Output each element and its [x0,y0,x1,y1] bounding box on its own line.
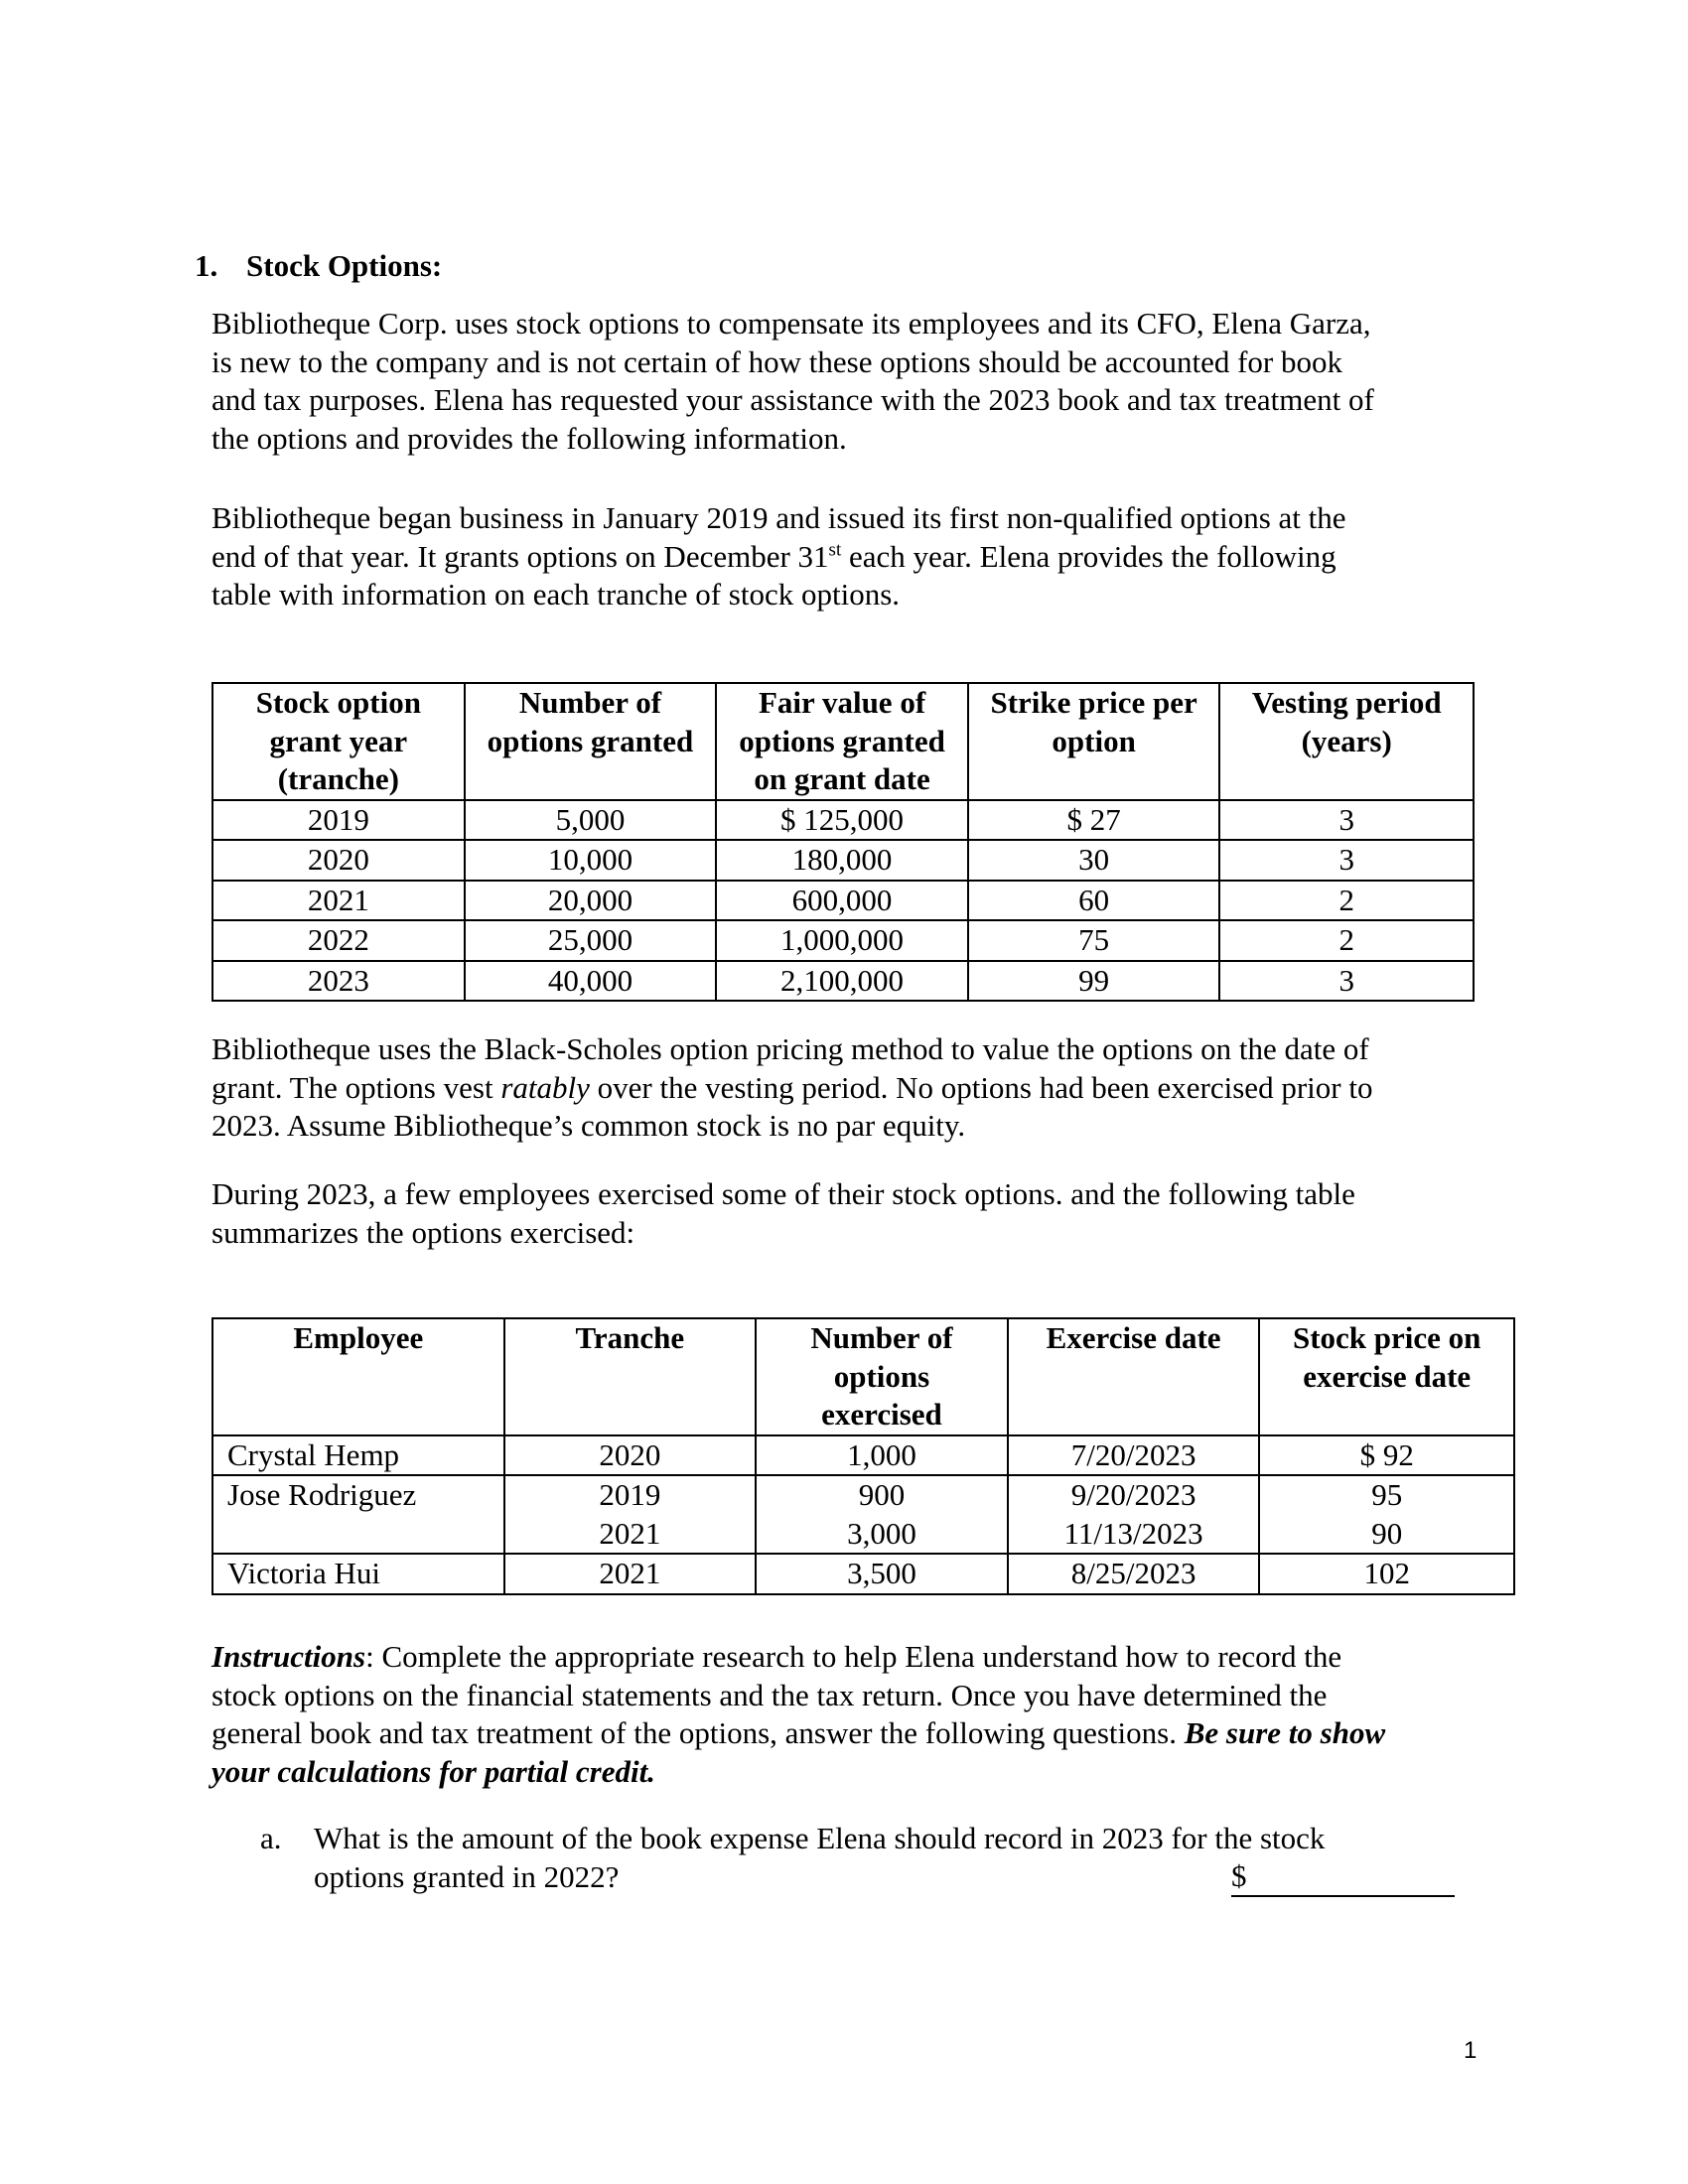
text-line: table with information on each tranche of stock options. [211,577,901,612]
text-line: the options and provides the following information. [211,420,847,456]
question-letter: a. [260,1821,282,1855]
header-fair-value: Fair value of options granted on grant date [716,683,968,800]
table-row: 2019 5,000 $ 125,000 $ 27 3 [212,800,1474,841]
exercise-paragraph [211,1175,1502,1252]
text-line: grant. The options vest ratably over the vesting period. No options had been exercised prior to [211,1069,1373,1105]
instructions-paragraph [211,1638,1502,1791]
table-row: 2021 3,000 11/13/2023 90 [212,1515,1514,1555]
header-options-granted: Number of options granted [465,683,717,800]
options-exercised-table [211,1317,1515,1595]
header-employee: Employee [212,1318,504,1435]
page-number: 1 [1464,2037,1477,2064]
section-heading [195,248,442,284]
intro-paragraph-2 [211,499,1502,614]
text-line: general book and tax treatment of the options, answer the following questions. Be sure to show [211,1715,1386,1750]
text-line: Instructions: Complete the appropriate research to help Elena understand how to record the [211,1639,1342,1674]
table-row: Crystal Hemp 2020 1,000 7/20/2023 $ 92 [212,1435,1514,1476]
table-row: 2021 20,000 600,000 60 2 [212,881,1474,921]
header-tranche: Tranche [504,1318,757,1435]
text-line: 2023. Assume Bibliotheque’s common stock is no par equity. [211,1108,966,1143]
header-strike-price: Strike price per option [968,683,1220,800]
table-row: 2020 10,000 180,000 30 3 [212,840,1474,881]
header-grant-year: Stock option grant year (tranche) [212,683,465,800]
header-vesting-period: Vesting period (years) [1219,683,1474,800]
text-line: Bibliotheque began business in January 2019 and issued its first non-qualified options at the [211,500,1346,535]
answer-blank[interactable]: $ [1231,1857,1455,1897]
text-line: Bibliotheque Corp. uses stock options to compensate its employees and its CFO, Elena Garza, [211,306,1371,341]
pricing-paragraph [211,1030,1502,1146]
text-line: is new to the company and is not certain of how these options should be accounted for book [211,343,1342,379]
text-line: Bibliotheque uses the Black-Scholes option pricing method to value the options on the date of [211,1031,1369,1066]
text-line: end of that year. It grants options on December 31st each year. Elena provides the following [211,538,1336,574]
table-row: 2023 40,000 2,100,000 99 3 [212,961,1474,1002]
text-line: your calculations for partial credit. [211,1753,655,1789]
header-stock-price: Stock price on exercise date [1259,1318,1514,1435]
text-line: During 2023, a few employees exercised some of their stock options. and the following table [211,1176,1355,1211]
header-exercise-date: Exercise date [1008,1318,1260,1435]
header-number-exercised: Number of options exercised [756,1318,1008,1435]
question-text-line-1: What is the amount of the book expense Elena should record in 2023 for the stock [314,1821,1326,1855]
intro-paragraph-1 [211,305,1502,458]
table-row: 2022 25,000 1,000,000 75 2 [212,920,1474,961]
text-line: and tax purposes. Elena has requested your assistance with the 2023 book and tax treatment of [211,382,1374,417]
option-grants-table [211,682,1475,1002]
section-title: Stock Options: [246,248,443,283]
section-number: 1. [195,248,218,283]
table-row: Jose Rodriguez 2019 900 9/20/2023 95 [212,1475,1514,1515]
text-line: stock options on the financial statements and the tax return. Once you have determined the [211,1677,1328,1712]
table-row: Victoria Hui 2021 3,500 8/25/2023 102 [212,1554,1514,1594]
question-text-line-2: options granted in 2022? [314,1858,620,1894]
text-line: summarizes the options exercised: [211,1214,635,1250]
